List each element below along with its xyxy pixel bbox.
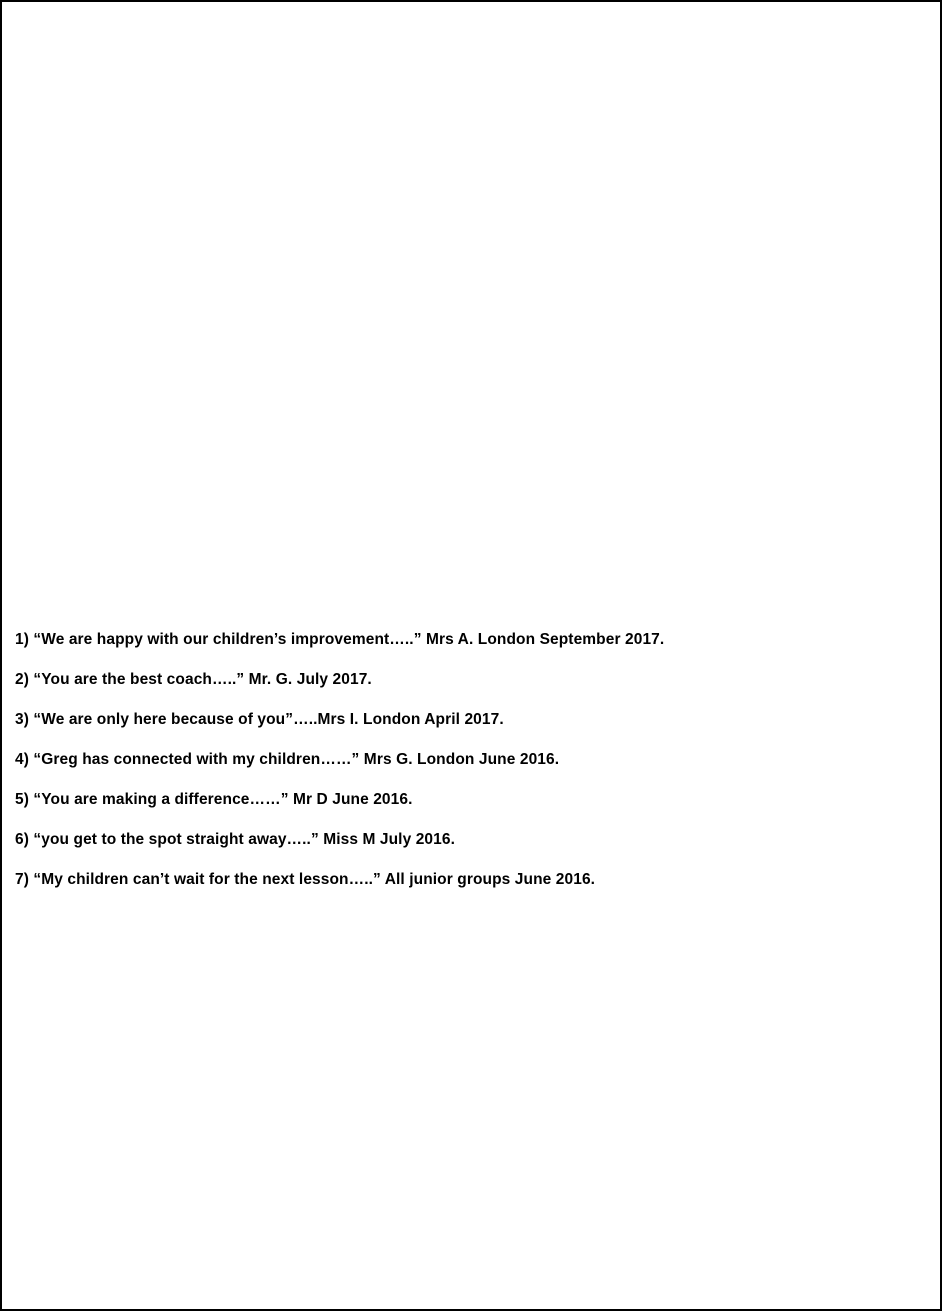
testimonial-line-7: 7) “My children can’t wait for the next lesson…..” All junior groups June 2016. (15, 871, 596, 888)
testimonial-line-4: 4) “Greg has connected with my children……” Mrs G. London June 2016. (15, 751, 560, 768)
testimonial-line-6: 6) “you get to the spot straight away…..” Miss M July 2016. (15, 831, 455, 848)
testimonials-list (15, 620, 930, 900)
testimonial-line-3: 3) “We are only here because of you”…..Mrs I. London April 2017. (15, 711, 504, 728)
testimonial-line-1: 1) “We are happy with our children’s improvement…..” Mrs A. London September 2017. (15, 631, 665, 648)
testimonial-line-2: 2) “You are the best coach…..” Mr. G. July 2017. (15, 671, 372, 688)
testimonial-line-5: 5) “You are making a difference……” Mr D June 2016. (15, 791, 413, 808)
